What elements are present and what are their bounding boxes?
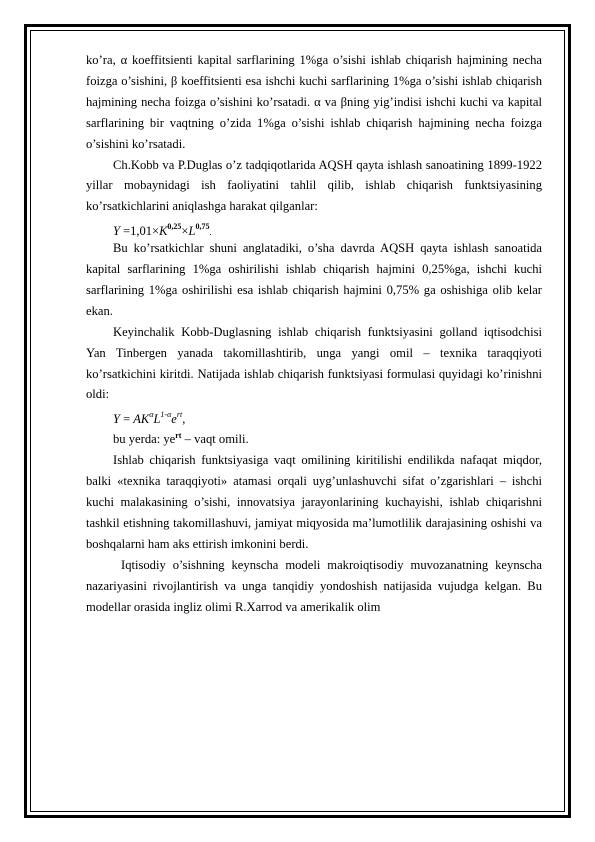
- paragraph-technical-progress: Ishlab chiqarish funktsiyasiga vaqt omilining kiritilishi endilikda nafaqat miqdor, balki «texnika taraqqiyoti» atamasi orqali uyg’unlashuvchi sifat o’zgarishlari – ishchi kuchi malakasining o’sishi, innovatsiya jarayonlarining kuchayishi, ishlab chiqarishni tashkil etishning takomillashuvi, jamiyat miqyosida ma’lumotlilik darajasining oshishi va boshqalarni ham aks ettirish imkonini berdi.: [86, 453, 542, 551]
- formula1-eq: =: [119, 224, 131, 239]
- formula2-eq: =: [119, 412, 134, 427]
- formula-cobb-douglas: [86, 217, 542, 238]
- formula1-base-l: L: [188, 224, 196, 239]
- formula1-base-k: K: [159, 224, 168, 239]
- formula1-times1: ×: [152, 224, 160, 239]
- formula2-base-l: L: [153, 412, 161, 427]
- formula2-coef: AK: [133, 412, 150, 427]
- time-factor-prefix: bu yerda: ye: [113, 432, 176, 447]
- formula1-times2: ×: [181, 224, 189, 239]
- formula2-exp-alpha: α: [149, 410, 154, 420]
- formula2-lhs: Y: [113, 412, 120, 427]
- document-body: [86, 50, 542, 617]
- formula1-exp-k: 0,25: [167, 222, 182, 232]
- formula-tinbergen: [86, 405, 542, 426]
- time-factor-sup: rt: [175, 431, 182, 441]
- formula2-exp-one-minus-alpha: 1-α: [160, 410, 172, 420]
- formula2-base-e: e: [171, 412, 177, 427]
- time-factor-suffix: – vaqt omili.: [181, 432, 249, 447]
- formula1-coef: 1,01: [130, 224, 153, 239]
- paragraph-interpretation: Bu ko’rsatkichlar shuni anglatadiki, o’sha davrda AQSH qayta ishlash sanoatida kapital sarflarining 1%ga oshirilishi ishlab chiqarish hajmini 0,25%ga, ishchi kuchi sarflarining 1%ga oshirilishi esa ishlab chiqarish hajmini 0,75% ga oshishiga olib kelar ekan.: [86, 241, 542, 318]
- formula2-exp-rt: rt: [176, 410, 183, 420]
- paragraph-cobb-douglas-study: Ch.Kobb va P.Duglas o’z tadqiqotlarida AQSH qayta ishlash sanoatining 1899-1922 yillar mobaynidagi ish faoliyatini tahlil qilib, ishlab chiqarish funktsiyasining ko’rsatkichlarini aniqlashga harakat qilganlar:: [86, 157, 542, 214]
- paragraph-alpha-beta: ko’ra, α koeffitsienti kapital sarflarining 1%ga o’sishi ishlab chiqarish hajmining necha foizga o’sishini, β koeffitsienti esa ishchi kuchi sarflarining 1%ga o’sishi ishlab chiqarish hajmining necha foizga o’sishini ko’rsatadi. α va βning yig’indisi ishchi kuchi va kapital sarflarining bir vaqtning o’zida 1%ga o’sishi ishlab chiqarish hajmining necha foizga o’sishini ko’rsatadi.: [86, 53, 542, 151]
- paragraph-keynesian-model: Iqtisodiy o’sishning keynscha modeli makroiqtisodiy muvozanatning keynscha nazariyasini rivojlantirish va unga tanqidiy yondoshish natijasida vujudga kelgan. Bu modellar orasida ingliz olimi R.Xarrod va amerikalik olim: [86, 557, 542, 614]
- formula1-trail: .: [209, 228, 212, 238]
- formula1-lhs: Y: [113, 224, 120, 239]
- formula1-exp-l: 0,75: [195, 222, 210, 232]
- paragraph-tinbergen: Keyinchalik Kobb-Duglasning ishlab chiqarish funktsiyasini golland iqtisodchisi Yan Tinbergen yanada takomillashtirib, unga yangi omil – texnika taraqqiyoti ko’rsatkichini kiritdi. Natijada ishlab chiqarish funktsiyasi formulasi quyidagi ko’rinishni oldi:: [86, 324, 542, 402]
- formula2-trail: ,: [182, 412, 186, 427]
- paragraph-time-factor: [86, 426, 542, 450]
